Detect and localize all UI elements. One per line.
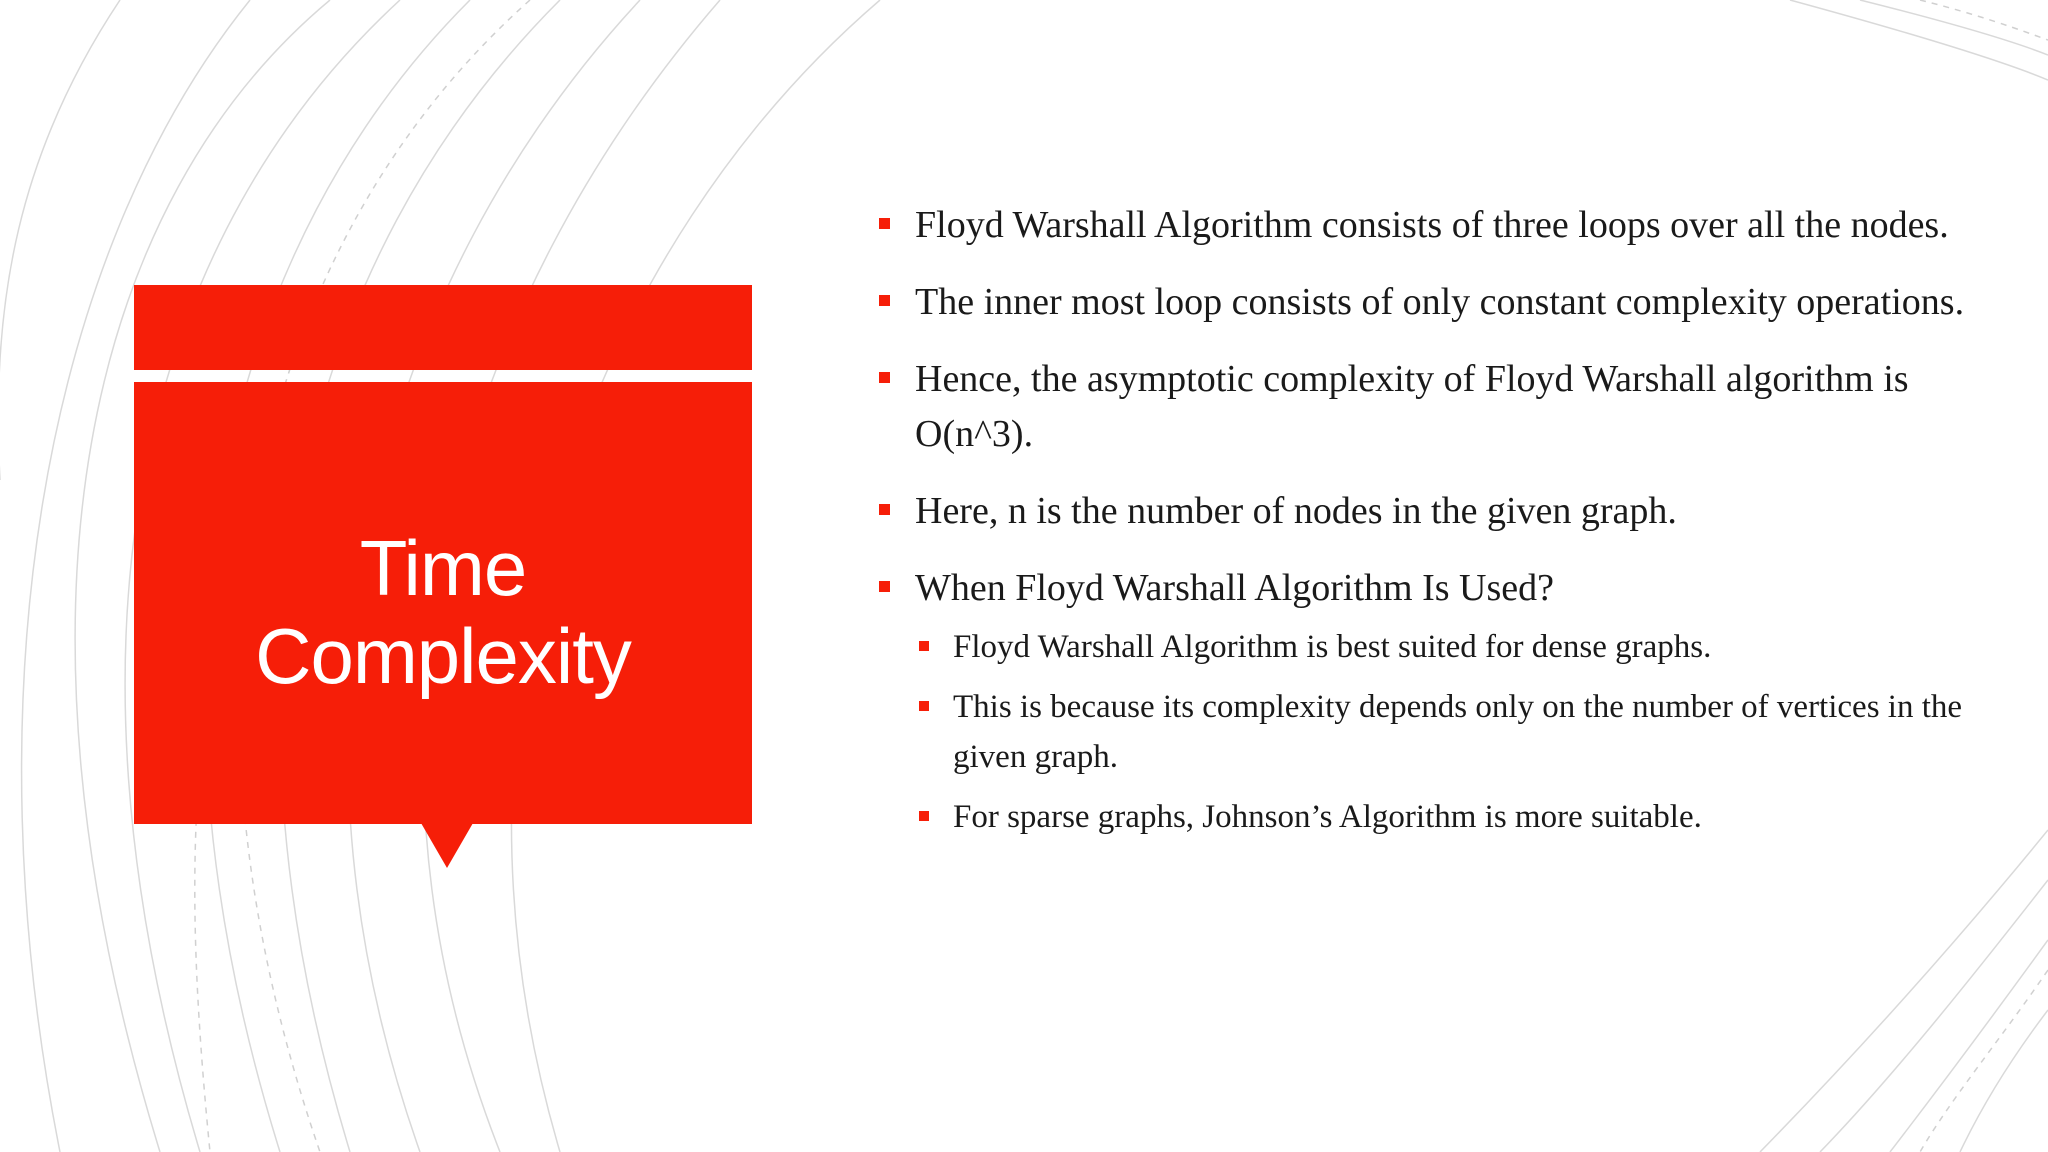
slide-title-line2: Complexity bbox=[255, 612, 631, 700]
bullet-text: Floyd Warshall Algorithm consists of three loops over all the nodes. bbox=[915, 204, 1949, 246]
square-bullet-icon bbox=[919, 641, 929, 651]
sub-bullet-list bbox=[915, 622, 1985, 842]
square-bullet-icon bbox=[919, 811, 929, 821]
bullet-text: Hence, the asymptotic complexity of Floyd Warshall algorithm is O(n^3). bbox=[915, 358, 1909, 455]
square-bullet-icon bbox=[879, 372, 890, 383]
slide-title bbox=[255, 506, 631, 700]
title-callout-pointer bbox=[421, 823, 473, 868]
sub-bullet-text: This is because its complexity depends only on the number of vertices in the given graph. bbox=[953, 689, 1963, 775]
square-bullet-icon bbox=[879, 581, 890, 592]
sub-bullet-text: For sparse graphs, Johnson’s Algorithm is more suitable. bbox=[953, 799, 1702, 835]
bullet-text: When Floyd Warshall Algorithm Is Used? bbox=[915, 567, 1554, 609]
bullet-item bbox=[875, 484, 1985, 539]
bullet-item bbox=[875, 198, 1985, 253]
sub-bullet-item bbox=[915, 682, 1985, 782]
bullet-list bbox=[875, 198, 1985, 842]
slide-title-line1: Time bbox=[359, 524, 527, 612]
sub-bullet-item bbox=[915, 792, 1985, 842]
title-box bbox=[134, 382, 752, 824]
bullet-item bbox=[875, 561, 1985, 842]
content-area bbox=[875, 198, 1985, 864]
square-bullet-icon bbox=[879, 218, 890, 229]
square-bullet-icon bbox=[879, 295, 890, 306]
bullet-item bbox=[875, 352, 1985, 462]
square-bullet-icon bbox=[879, 504, 890, 515]
bullet-text: The inner most loop consists of only constant complexity operations. bbox=[915, 281, 1965, 323]
bullet-item bbox=[875, 275, 1985, 330]
title-accent-bar bbox=[134, 285, 752, 370]
sub-bullet-text: Floyd Warshall Algorithm is best suited for dense graphs. bbox=[953, 629, 1712, 665]
bullet-text: Here, n is the number of nodes in the given graph. bbox=[915, 490, 1677, 532]
square-bullet-icon bbox=[919, 701, 929, 711]
sub-bullet-item bbox=[915, 622, 1985, 672]
